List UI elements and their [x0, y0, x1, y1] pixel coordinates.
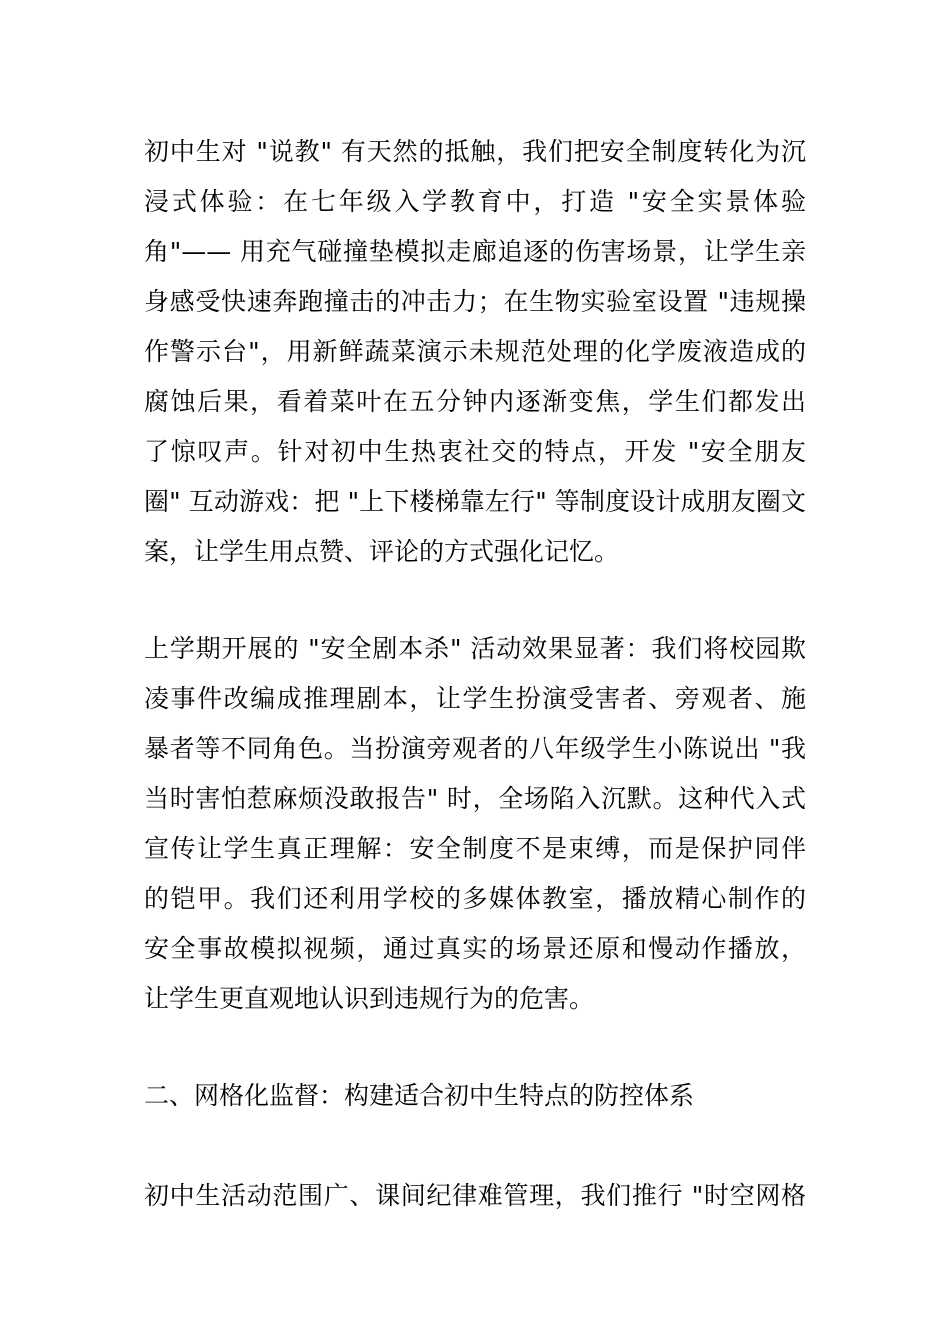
text-line: 了惊叹声。针对初中生热衷社交的特点，开发 "安全朋友 [144, 437, 806, 466]
text-line: 案，让学生用点赞、评论的方式强化记忆。 [144, 537, 620, 566]
text-line: 浸式体验：在七年级入学教育中，打造 "安全实景体验 [144, 187, 806, 216]
text-line: 角"—— 用充气碰撞垫模拟走廊追逐的伤害场景，让学生亲 [144, 237, 806, 266]
paragraph-grid-supervision [144, 1171, 806, 1221]
text-line: 的铠甲。我们还利用学校的多媒体教室，播放精心制作的 [144, 884, 806, 913]
text-line: 腐蚀后果，看着菜叶在五分钟内逐渐变焦，学生们都发出 [144, 387, 806, 416]
heading-text: 二、网格化监督：构建适合初中生特点的防控体系 [144, 1081, 695, 1110]
text-line: 作警示台"，用新鲜蔬菜演示未规范处理的化学废液造成的 [144, 337, 806, 366]
text-line: 初中生对 "说教" 有天然的抵触，我们把安全制度转化为沉 [144, 137, 806, 166]
text-line: 安全事故模拟视频，通过真实的场景还原和慢动作播放， [144, 934, 806, 963]
section-heading [144, 1071, 806, 1121]
text-line: 凌事件改编成推理剧本，让学生扮演受害者、旁观者、施 [144, 684, 806, 713]
text-line: 当时害怕惹麻烦没敢报告" 时，全场陷入沉默。这种代入式 [144, 784, 806, 813]
text-line: 暴者等不同角色。当扮演旁观者的八年级学生小陈说出 "我 [144, 734, 806, 763]
text-line: 宣传让学生真正理解：安全制度不是束缚，而是保护同伴 [144, 834, 806, 863]
text-line: 让学生更直观地认识到违规行为的危害。 [144, 984, 595, 1013]
text-line: 上学期开展的 "安全剧本杀" 活动效果显著：我们将校园欺 [144, 634, 806, 663]
text-line: 圈" 互动游戏：把 "上下楼梯靠左行" 等制度设计成朋友圈文 [144, 487, 806, 516]
paragraph-immersive-experience [144, 127, 806, 577]
text-line: 初中生活动范围广、课间纪律难管理，我们推行 "时空网格 [144, 1181, 806, 1210]
paragraph-script-activity [144, 624, 806, 1024]
text-line: 身感受快速奔跑撞击的冲击力；在生物实验室设置 "违规操 [144, 287, 806, 316]
